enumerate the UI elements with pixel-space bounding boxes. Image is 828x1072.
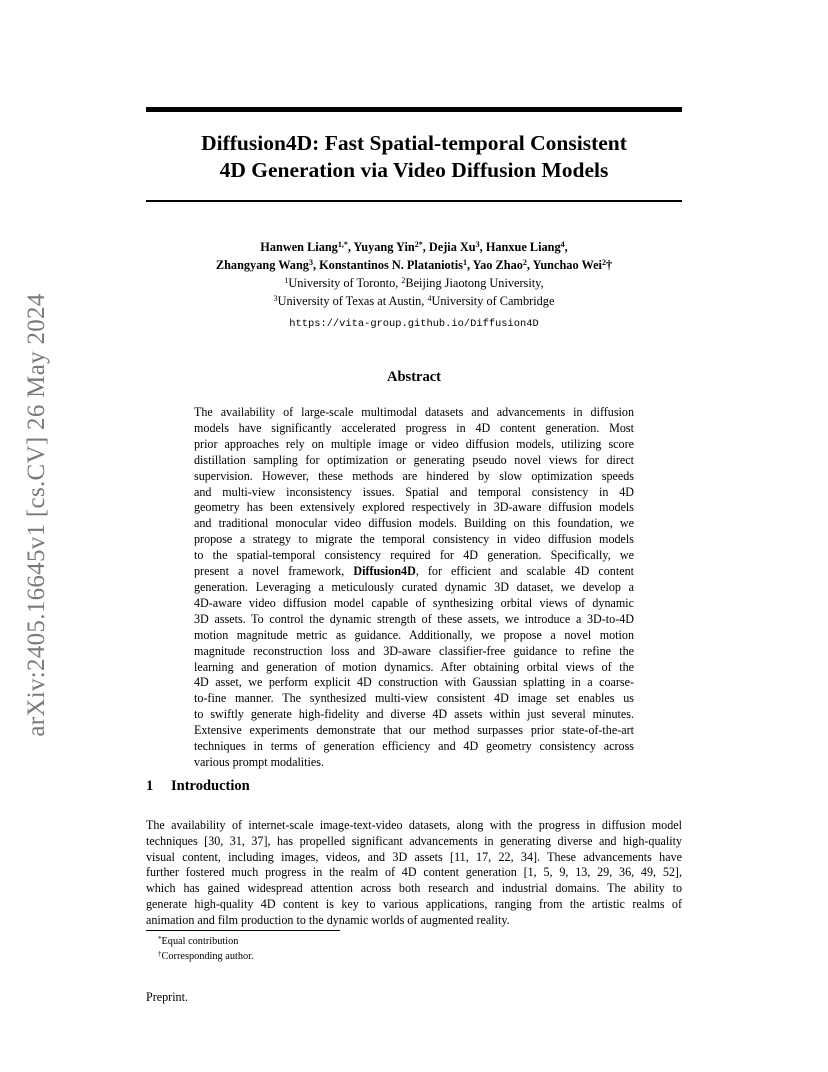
author-name: Yuyang Yin <box>353 240 415 254</box>
abstract-line: magnitude reconstruction loss and 3D-aware classifier-free guidance to refine the <box>194 643 634 658</box>
author-name: Hanwen Liang <box>260 240 338 254</box>
body-line: which has gained widespread attention across both research and industrial domains. The ability to <box>146 881 682 896</box>
affiliation-line-1: $^1$University of Toronto, $^2$Beijing Jiaotong University, <box>284 276 544 290</box>
method-name: Diffusion4D <box>353 564 416 579</box>
author-affiliation-mark: 4 <box>560 240 565 249</box>
affiliation: University of Toronto, <box>288 276 402 290</box>
author-affiliation-mark: 2* <box>414 240 423 249</box>
abstract-line: prior approaches rely on multiple image or video diffusion models, utilizing score <box>194 436 634 451</box>
body-line: generate high-quality 4D content is key to various applications, ranging from the artistic realms of <box>146 896 682 911</box>
author-affiliation-mark: 2 <box>601 258 606 267</box>
abstract-line: supervision. However, these methods are hindered by slow optimization speeds <box>194 468 634 483</box>
affiliation-line-2: $^3$University of Texas at Austin, $^4$University of Cambridge <box>273 294 555 308</box>
affiliation: University of Texas at Austin, <box>277 294 428 308</box>
footnote-rule <box>146 930 340 931</box>
author-affiliation-mark: 3 <box>475 240 480 249</box>
abstract-line: generation. Leveraging a meticulously curated dynamic 3D dataset, we develop a <box>194 579 634 594</box>
introduction-body <box>146 818 682 929</box>
author-line-1: Hanwen Liang$^{1,*}$, Yuyang Yin$^{2*}$, Dejia Xu$^3$, Hanxue Liang$^4$, <box>260 240 568 254</box>
author-affiliation-mark: 1 <box>462 258 467 267</box>
author-name: Dejia Xu <box>428 240 476 254</box>
abstract-line: motion magnitude metric as guidance. Additionally, we propose a novel motion <box>194 627 634 642</box>
title-bottom-rule <box>146 200 682 202</box>
author-name: Zhangyang Wang <box>215 258 309 272</box>
footnote-corresponding-author: †Corresponding author. <box>158 950 254 962</box>
body-line: techniques [30, 31, 37], has propelled significant advancements in generating diverse and high-quality <box>146 833 682 848</box>
author-name: Hanxue Liang <box>485 240 561 254</box>
abstract-line: 4D asset, we perform explicit 4D construction with Gaussian splatting in a coarse- <box>194 675 634 690</box>
title-line-1: Diffusion4D: Fast Spatial-temporal Consistent <box>201 131 627 155</box>
abstract-line: learning and generation of motion dynamics. After obtaining orbital views of the <box>194 659 634 674</box>
abstract-line: geometry has been extensively explored respectively in 3D-aware diffusion models <box>194 500 634 515</box>
abstract-line: propose a strategy to migrate the temporal consistency in video diffusion models <box>194 532 634 547</box>
author-name: Yunchao Wei <box>532 258 602 272</box>
abstract-heading: Abstract <box>387 369 441 385</box>
abstract-line: present a novel framework, Diffusion4D, for efficient and scalable 4D content <box>194 564 634 579</box>
body-line: visual content, including images, videos, and 3D assets [11, 17, 22, 34]. These advancements have <box>146 849 682 864</box>
abstract-line: to the spatial-temporal consistency required for 4D generation. Specifically, we <box>194 548 634 563</box>
abstract-line: 3D assets. To control the dynamic strength of these assets, we introduce a 3D-to-4D <box>194 611 634 626</box>
abstract-line: techniques in terms of generation efficiency and 4D geometry consistency across <box>194 739 634 754</box>
abstract-line: 4D-aware video diffusion model capable of synthesizing orbital views of dynamic <box>194 595 634 610</box>
author-line-2: Zhangyang Wang$^3$, Konstantinos N. Plataniotis$^1$, Yao Zhao$^2$, Yunchao Wei$^2$† <box>215 258 613 272</box>
author-name: Yao Zhao <box>472 258 523 272</box>
section-number: 1 <box>146 778 154 794</box>
abstract-line: models have significantly accelerated progress in 4D content generation. Most <box>194 420 634 435</box>
abstract-line: various prompt modalities. <box>194 754 324 769</box>
section-heading-introduction <box>146 778 250 795</box>
section-title: Introduction <box>171 778 250 794</box>
abstract-line: and traditional monocular video diffusion models. Building on this foundation, we <box>194 516 634 531</box>
body-line: further fostered much progress in the realm of 4D content generation [1, 5, 9, 13, 29, 36, 49, 52], <box>146 865 682 880</box>
project-url[interactable]: https://vita-group.github.io/Diffusion4D <box>289 318 539 330</box>
abstract-line: distillation sampling for optimization or generating pseudo novel views for direct <box>194 452 634 467</box>
abstract-body <box>194 405 634 771</box>
author-block <box>146 238 682 310</box>
abstract-line: The availability of large-scale multimodal datasets and advancements in diffusion <box>194 405 634 419</box>
arxiv-identifier-text: arXiv:2405.16645v1 [cs.CV] 26 May 2024 <box>23 293 50 737</box>
affiliation: University of Cambridge <box>431 294 555 308</box>
abstract-line: to-fine manner. The synthesized multi-view consistent 4D image set enables us <box>194 691 634 706</box>
preprint-label: Preprint. <box>146 990 188 1004</box>
abstract-line: Extensive experiments demonstrate that our method surpasses prior state-of-the-art <box>194 723 634 738</box>
author-affiliation-mark: 2 <box>522 258 527 267</box>
abstract-line: to swiftly generate high-fidelity and diverse 4D assets within just several minutes. <box>194 707 634 722</box>
paper-title <box>146 130 682 184</box>
footnote-equal-contribution: *Equal contribution <box>158 935 239 947</box>
author-affiliation-mark: 1,* <box>337 240 348 249</box>
author-affiliation-mark: 3 <box>308 258 313 267</box>
footnotes <box>158 934 254 964</box>
title-line-2: 4D Generation via Video Diffusion Models <box>219 158 609 182</box>
title-top-rule <box>146 107 682 112</box>
abstract-line: and multi-view inconsistency issues. Spatial and temporal consistency in 4D <box>194 484 634 499</box>
affiliation: Beijing Jiaotong University, <box>405 276 544 290</box>
body-line: animation and film production to the dynamic worlds of augmented reality. <box>146 912 510 927</box>
body-line: The availability of internet-scale image-text-video datasets, along with the progress in diffusion model <box>146 818 682 832</box>
author-name: Konstantinos N. Plataniotis <box>319 258 463 272</box>
